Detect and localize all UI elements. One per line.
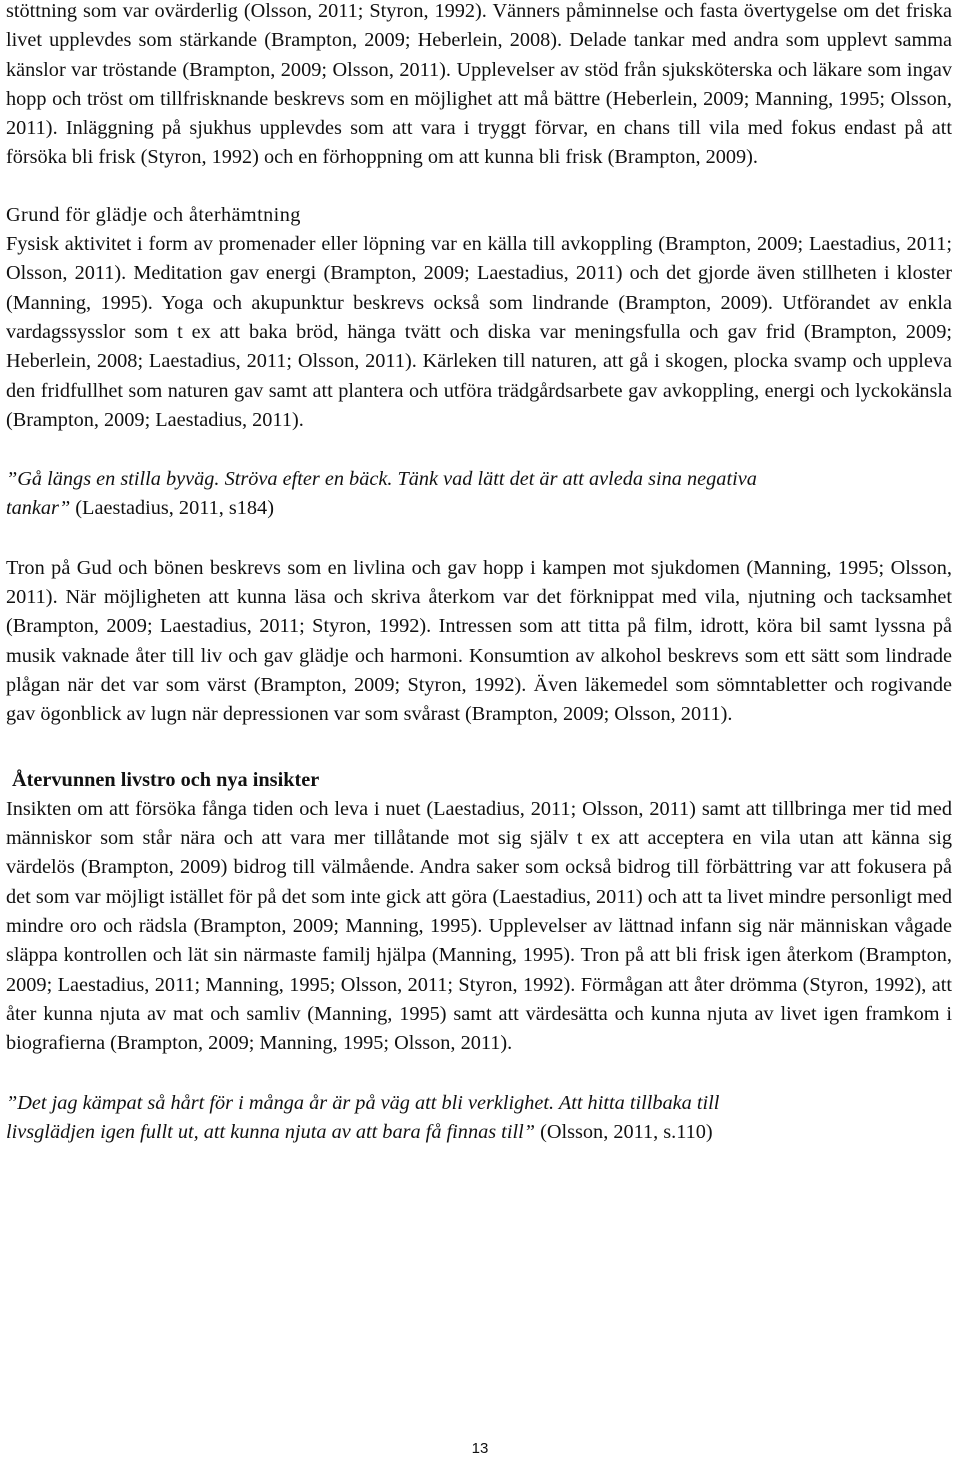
document-page — [6, 0, 952, 1147]
quote-text: fullt ut, att kunna njuta av att bara få finnas till” — [140, 1120, 536, 1143]
paragraph-spacer — [6, 730, 952, 766]
section-heading: Grund för glädje och återhämtning — [6, 203, 301, 226]
quote-text: tankar” — [6, 497, 71, 520]
quote-line: ”Det jag kämpat så hårt för i många år är på väg att bli verklighet. Att hitta tillbaka till — [6, 1091, 720, 1114]
quote-line — [6, 1118, 952, 1147]
quote-text: livsglädjen igen — [6, 1120, 141, 1143]
paragraph-spacer — [6, 524, 952, 554]
paragraph-spacer — [6, 173, 952, 201]
section-heading: Återvunnen livstro och nya insikter — [12, 768, 320, 791]
block-quote — [6, 1089, 952, 1148]
body-paragraph: stöttning som var ovärderlig (Olsson, 2011; Styron, 1992). Vänners påminnelse och fasta övertygelse om det friska livet upplevdes som stärkande (Brampton, 2009; Heberlein, 2008). Delade tankar med andra som upplevt samma känslor var tröstande (Brampton, 2009; Olsson, 2011). Upplevelser av stöd från sjuksköterska och läkare som ingav hopp och tröst om tillfrisknande beskrevs som en möjlighet att må bättre (Heberlein, 2009; Manning, 1995; Olsson, 2011). Inläggning på sjukhus upplevdes som att vara i tryggt förvar, en chans till vila med fokus endast på att försöka bli frisk (Styron, 1992) och en förhoppning om att kunna bli frisk (Brampton, 2009). — [6, 0, 952, 169]
quote-citation: (Laestadius, 2011, s184) — [70, 497, 274, 520]
body-paragraph: Fysisk aktivitet i form av promenader eller löpning var en källa till avkoppling (Brampton, 2009; Laestadius, 2011; Olsson, 2011). Meditation gav energi (Brampton, 2009; Laestadius, 2011) och det gjorde även stillheten i kloster (Manning, 1995). Yoga och akupunktur beskrevs också som lindrande (Brampton, 2009). Utförandet av enkla vardagssysslor som t ex att baka bröd, hänga tvätt och diska var meningsfulla och gav frid (Brampton, 2009; Heberlein, 2008; Laestadius, 2011; Olsson, 2011). Kärleken till naturen, att gå i skogen, plocka svamp och uppleva den fridfullhet som naturen gav samt att plantera och utföra trädgårdsarbete gav avkoppling, energi och lyckokänsla (Brampton, 2009; Laestadius, 2011). — [6, 233, 952, 431]
body-paragraph: Tron på Gud och bönen beskrevs som en livlina och gav hopp i kampen mot sjukdomen (Manning, 1995; Olsson, 2011). När möjligheten att kunna läsa och skriva återkom var det förknippat med vila, njutning och tacksamhet (Brampton, 2009; Laestadius, 2011; Styron, 1992). Intressen som att titta på film, idrott, köra bil samt lyssna på musik vaknade åter till liv och gav glädje och harmoni. Konsumtion av alkohol beskrevs som ett sätt som lindrade plågan när det var som värst (Brampton, 2009; Styron, 1992). Även läkemedel som sömntabletter och rogivande gav ögonblick av lugn när depressionen var som svårast (Brampton, 2009; Olsson, 2011). — [6, 556, 952, 726]
quote-citation: (Olsson, 2011, s.110) — [535, 1120, 713, 1143]
paragraph-spacer — [6, 435, 952, 465]
body-paragraph: Insikten om att försöka fånga tiden och leva i nuet (Laestadius, 2011; Olsson, 2011) samt att tillbringa mer tid med människor som står nära och att vara mer tillåtande mot sig själv t ex att acceptera en vila utan att känna sig värdelös (Brampton, 2009) bidrog till välmående. Andra saker som också bidrog till förbättring var att fokusera på det som var möjligt istället för på det som inte gick att göra (Laestadius, 2011) och att ta livet mindre personligt med mindre oro och rädsla (Brampton, 2009; Manning, 1995). Upplevelser av lättnad infann sig när människan vågade släppa kontrollen och lät sin närmaste familj hjälpa (Manning, 1995). Tron på att bli frisk igen återkom (Brampton, 2009; Laestadius, 2011; Manning, 1995; Olsson, 2011; Styron, 1992). Förmågan att åter drömma (Styron, 1992), att åter kunna njuta av mat och samliv (Manning, 1995) samt att värdesätta och kunna njuta av livet igen framkom i biografierna (Brampton, 2009; Manning, 1995; Olsson, 2011). — [6, 797, 952, 1055]
page-number: 13 — [471, 1440, 489, 1457]
quote-line — [6, 494, 952, 523]
block-quote — [6, 465, 952, 524]
paragraph-spacer — [6, 1059, 952, 1089]
quote-line: ”Gå längs en stilla byväg. Ströva efter en bäck. Tänk vad lätt det är att avleda sina negativa — [6, 468, 757, 491]
